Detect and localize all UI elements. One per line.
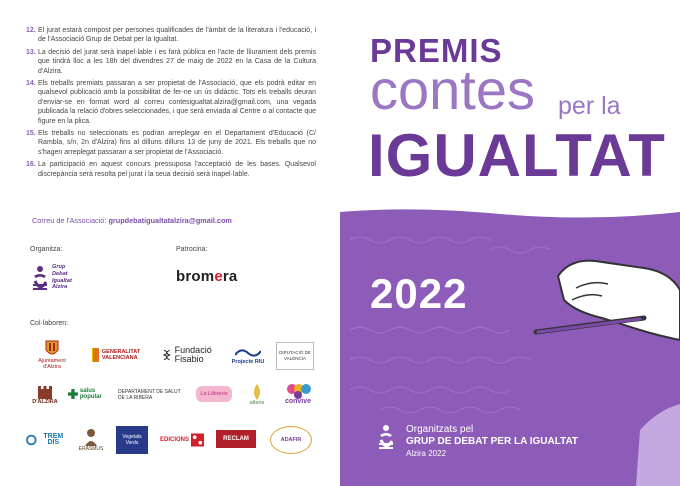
contact-email-link[interactable]: grupdebatigualtatalzira@gmail.com [108, 216, 232, 225]
collaborator-logo-reclam [216, 430, 256, 448]
dna-icon [162, 347, 172, 363]
rule-number: 16. [26, 161, 36, 169]
rule-number: 12. [26, 27, 36, 34]
collaborator-logo-salus [68, 386, 112, 402]
collaborator-name: Vegetals Verds [122, 434, 142, 446]
rule-item [26, 160, 316, 179]
collaborator-logo-adafir [270, 426, 312, 454]
collaborator-logo-diputacio [276, 342, 314, 370]
organizer-credit-line2: GRUP DE DEBAT PER LA IGUALTAT [406, 436, 579, 447]
sponsor-text: brom [176, 268, 215, 285]
collaborator-name: ADAFIR [280, 437, 302, 443]
figure-icon [83, 428, 99, 446]
circle-logo-icon [26, 434, 37, 446]
poster-title-contes: contes [370, 58, 535, 121]
collaborator-logo-generalitat [92, 344, 154, 366]
coat-of-arms-icon [45, 340, 59, 358]
organizer-name [52, 264, 72, 291]
rule-item [26, 129, 316, 157]
collaborator-logo-salut-ribera [118, 386, 182, 404]
river-icon [235, 347, 261, 359]
collaborator-name: RECLAM [223, 436, 249, 442]
rule-number: 14. [26, 80, 36, 88]
collaborator-logo-ajuntament [30, 340, 74, 370]
poster-title-igualtat: IGUALTAT [368, 122, 666, 189]
poster-title-premis: PREMIS [370, 32, 503, 69]
organizer-name-line: Alzira [52, 284, 68, 291]
rule-item [26, 79, 316, 126]
collaborator-name: Projecte RIU [231, 359, 265, 365]
collaborator-logo-llibreria [196, 386, 232, 402]
organizer-name-line: Debat [52, 270, 68, 277]
rule-number: 13. [26, 48, 36, 56]
collaborator-name: Ajuntament d'Alzira [38, 358, 66, 370]
collaborator-logo-verds [116, 426, 148, 454]
flame-icon [251, 384, 263, 400]
collaborator-logo-alzira [30, 380, 60, 410]
patrocina-label: Patrocina: [176, 246, 208, 253]
collaborator-name: La Llibreria [200, 391, 228, 397]
equality-symbol-icon [30, 264, 50, 294]
rule-number: 15. [26, 130, 36, 138]
collaborator-logo-fisabio [162, 344, 222, 366]
collaborator-logo-altens [242, 380, 272, 410]
rule-text: Els treballs no seleccionats es podran arreplegar en el Departament d'Educació (C/ Rambla, s/n, 2n d'Alzira) fins al dilluns dilluns 13 de juny de 2021. Els treballs que no s'hagen arreplegat passaran a ser propietat de l'Associació. [38, 130, 316, 156]
organizer-logo [30, 262, 100, 298]
rule-text: Els treballs premiats passaran a ser propietat de l'Associació, que els podrà editar en qualsevol publicació amb la possibilitat de fer-ne un ús didàctic. Tots els treballs deuran d'enviar-se en format word al correu contesigualtat.alzira@gmail.com, una vegada publicada la relació d'obres seleccionades, i que serà enviada al Centre o al contacte que figure en la plica. [38, 80, 316, 125]
collaborator-name: altens [249, 400, 265, 406]
rule-text: La participació en aquest concurs pressuposa l'acceptació de les bases. Qualsevol discrepància serà resolta pel jurat i la seua decisió serà inapel·lable. [38, 161, 316, 178]
collaborator-name: Fundació Fisabio [174, 345, 212, 364]
organizer-credit-line3: Alzira 2022 [406, 449, 447, 458]
organizer-name-line: Igualtat [52, 277, 72, 284]
sponsor-logo [176, 268, 237, 285]
contact-label: Correu de l'Associació: [32, 216, 107, 225]
collaborator-name: TREM DIS [43, 433, 64, 446]
rule-text: La decisió del jurat serà inapel·lable i es farà pública en l'acte de lliurament dels premis que tindrà lloc a les 18h del divendres 27 de maig de 2022 en la Casa de la Cultura d'Alzira. [38, 48, 316, 75]
sponsor-text: ra [222, 268, 238, 285]
collaborator-logo-projecte-riu [228, 344, 268, 368]
equality-symbol-icon [376, 422, 396, 454]
collaborator-name: D'ALZIRA [32, 399, 58, 405]
rules-list [26, 26, 316, 182]
collaborator-name: DIPUTACIÓ DE VALÈNCIA [279, 350, 311, 361]
contact-line [32, 216, 232, 225]
collaborator-name: DEPARTAMENT DE SALUT DE LA RIBERA [118, 389, 181, 401]
rule-item [26, 48, 316, 76]
poster-title-per-la: per la [558, 92, 621, 120]
collaborator-logo-edicions [160, 430, 204, 450]
collaborator-logo-convive [278, 378, 318, 410]
organitza-label: Organitza: [30, 246, 63, 253]
rule-item [26, 26, 316, 45]
rule-text: El jurat estarà compost per persones qualificades de l'àmbit de la literatura i l'educació, i de l'Associació Grup de Debat per la Igualtat. [38, 27, 316, 44]
sponsor-accent: e [214, 268, 223, 285]
collaborator-name: GENERALITAT VALENCIANA [101, 349, 141, 361]
collaborator-name: EDICIONS [160, 437, 190, 443]
poster-panel [340, 0, 680, 486]
poster-year: 2022 [370, 270, 468, 317]
collaboren-label: Col·laboren: [30, 320, 69, 327]
cross-icon [68, 388, 78, 400]
organizer-credit-line1: Organitzats pel [406, 424, 474, 435]
collaborator-logo-erasmus [74, 424, 108, 456]
circles-icon [285, 383, 311, 399]
collaborator-name: ERASMUS [78, 446, 104, 452]
senyera-icon [92, 345, 99, 365]
collaborator-name: salus popular [79, 388, 102, 400]
collaborator-name: convive [284, 398, 312, 405]
collaborator-logo-trem [26, 428, 68, 452]
organizer-credit [406, 424, 578, 460]
grid-icon [191, 433, 204, 447]
organizer-name-line: Grup [52, 264, 66, 270]
castle-icon [36, 385, 54, 399]
